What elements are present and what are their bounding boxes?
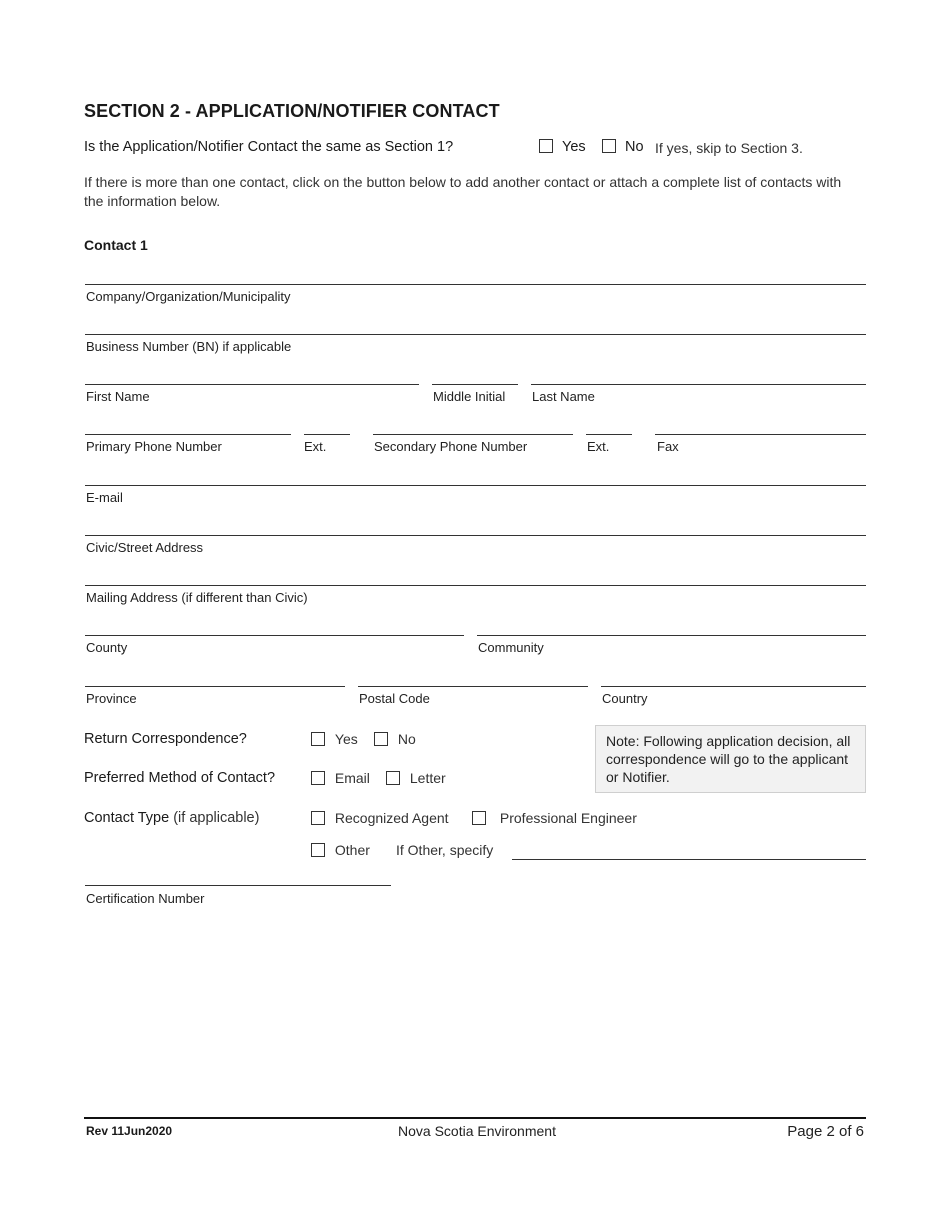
contact-heading: Contact 1	[84, 237, 148, 253]
province-label: Province	[86, 691, 137, 706]
community-label: Community	[478, 640, 544, 655]
type-agent-option[interactable]: Recognized Agent	[311, 810, 449, 826]
bn-input[interactable]	[85, 334, 866, 335]
skip-hint: If yes, skip to Section 3.	[655, 140, 803, 156]
secondary-phone-label: Secondary Phone Number	[374, 439, 528, 454]
pref-letter-option[interactable]: Letter	[386, 770, 446, 786]
return-yes-checkbox[interactable]	[311, 732, 325, 746]
footer-rev: Rev 11Jun2020	[86, 1124, 173, 1138]
same-as-section1-question: Is the Application/Notifier Contact the same as Section 1?	[84, 139, 454, 155]
country-input[interactable]	[601, 686, 866, 687]
footer-divider	[84, 1117, 866, 1119]
type-other-option[interactable]: Other	[311, 842, 370, 858]
civic-address-input[interactable]	[85, 535, 866, 536]
type-engineer-option[interactable]: Professional Engineer	[472, 810, 637, 826]
return-no-option[interactable]: No	[374, 731, 416, 747]
return-correspondence-label: Return Correspondence?	[84, 731, 247, 747]
last-name-input[interactable]	[531, 384, 866, 385]
certification-input[interactable]	[85, 885, 391, 886]
primary-phone-input[interactable]	[85, 434, 291, 435]
community-input[interactable]	[477, 635, 866, 636]
return-no-checkbox[interactable]	[374, 732, 388, 746]
other-specify-input[interactable]	[512, 859, 866, 860]
footer-page: Page 2 of 6	[787, 1123, 864, 1140]
ext2-input[interactable]	[586, 434, 632, 435]
type-engineer-checkbox[interactable]	[472, 811, 486, 825]
same-no-option[interactable]: No	[602, 139, 644, 155]
type-other-checkbox[interactable]	[311, 843, 325, 857]
fax-input[interactable]	[655, 434, 866, 435]
company-label: Company/Organization/Municipality	[86, 289, 291, 304]
intro-text: If there is more than one contact, click on the button below to add another contact or attach a complete list of contacts with the information below.	[84, 174, 842, 209]
mailing-address-input[interactable]	[85, 585, 866, 586]
ext1-input[interactable]	[304, 434, 350, 435]
secondary-phone-input[interactable]	[373, 434, 573, 435]
middle-initial-input[interactable]	[432, 384, 518, 385]
pref-email-option[interactable]: Email	[311, 770, 370, 786]
first-name-input[interactable]	[85, 384, 419, 385]
preferred-method-label: Preferred Method of Contact?	[84, 770, 276, 786]
mailing-address-label: Mailing Address (if different than Civic)	[86, 590, 308, 605]
county-input[interactable]	[85, 635, 464, 636]
last-name-label: Last Name	[532, 389, 595, 404]
same-no-checkbox[interactable]	[602, 139, 616, 153]
county-label: County	[86, 640, 128, 655]
first-name-label: First Name	[86, 389, 150, 404]
postal-code-input[interactable]	[358, 686, 588, 687]
fax-label: Fax	[657, 439, 679, 454]
company-input[interactable]	[85, 284, 866, 285]
same-yes-checkbox[interactable]	[539, 139, 553, 153]
civic-address-label: Civic/Street Address	[86, 540, 204, 555]
ext1-label: Ext.	[304, 439, 327, 454]
section-title: SECTION 2 - APPLICATION/NOTIFIER CONTACT	[84, 101, 500, 121]
pref-letter-checkbox[interactable]	[386, 771, 400, 785]
footer-org: Nova Scotia Environment	[398, 1123, 556, 1139]
email-input[interactable]	[85, 485, 866, 486]
postal-code-label: Postal Code	[359, 691, 430, 706]
correspondence-note: Note: Following application decision, all correspondence will go to the applicant or Notifier.	[595, 725, 866, 793]
ext2-label: Ext.	[587, 439, 610, 454]
email-label: E-mail	[86, 490, 123, 505]
return-yes-option[interactable]: Yes	[311, 731, 358, 747]
country-label: Country	[602, 691, 648, 706]
province-input[interactable]	[85, 686, 345, 687]
contact-type-label: Contact Type (if applicable)	[84, 810, 260, 826]
middle-initial-label: Middle Initial	[433, 389, 506, 404]
type-agent-checkbox[interactable]	[311, 811, 325, 825]
certification-label: Certification Number	[86, 891, 205, 906]
pref-email-checkbox[interactable]	[311, 771, 325, 785]
primary-phone-label: Primary Phone Number	[86, 439, 222, 454]
same-yes-option[interactable]: Yes	[539, 139, 586, 155]
bn-label: Business Number (BN) if applicable	[86, 339, 292, 354]
other-specify-label: If Other, specify	[396, 842, 494, 858]
